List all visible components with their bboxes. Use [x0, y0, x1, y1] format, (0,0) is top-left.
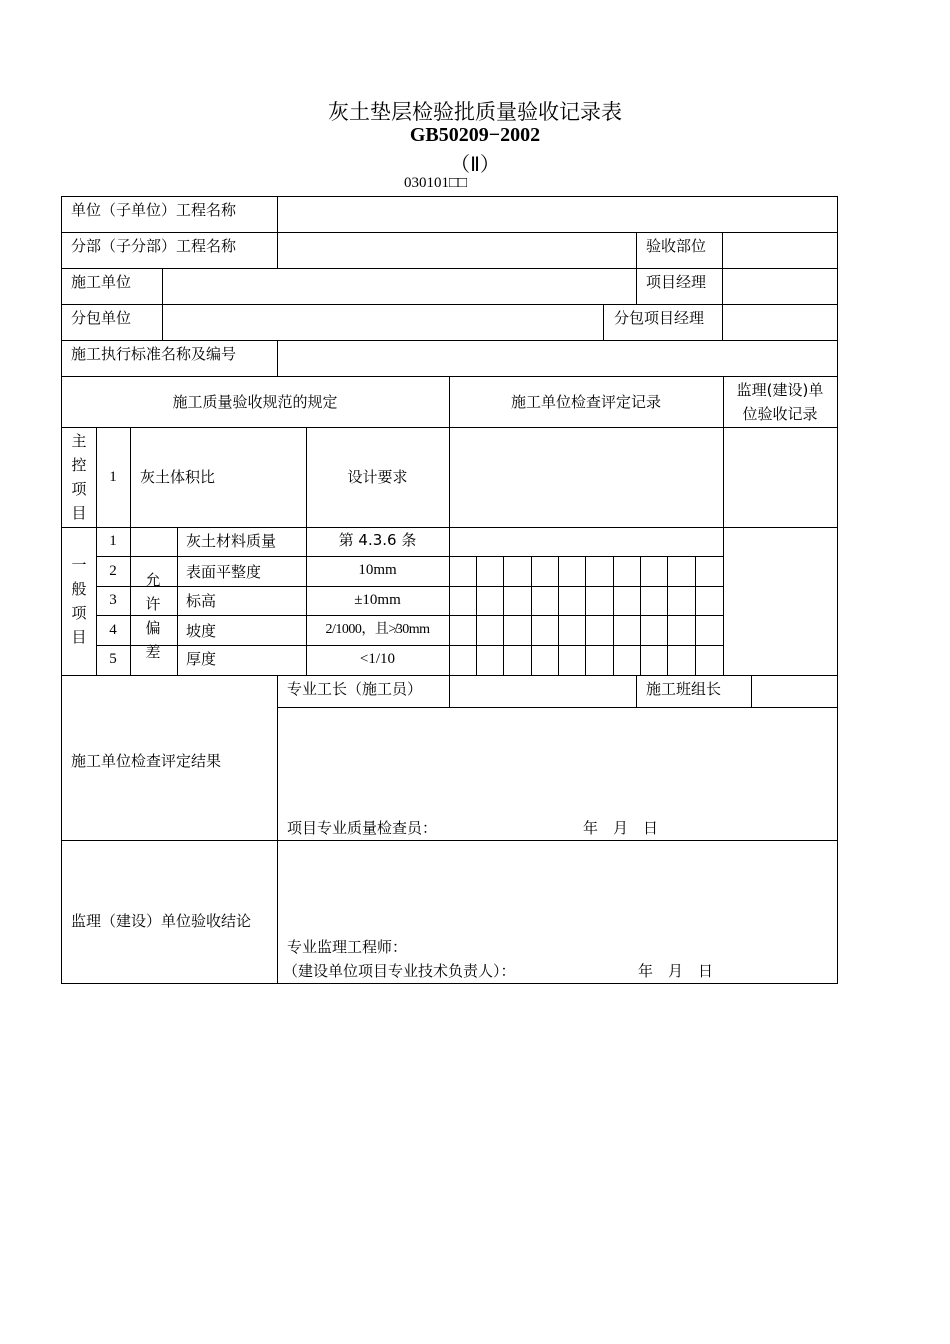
subcontract-manager-label: 分包项目经理 — [614, 309, 705, 327]
owner-technical-lead-label: （建设单位项目专业技术负责人）： — [283, 962, 516, 980]
construction-unit-label: 施工单位 — [71, 273, 132, 291]
form-code: 030101□□ — [404, 175, 468, 191]
general-item-requirement: 第 4.3.6 条 — [338, 531, 417, 549]
general-item-name: 灰土材料质量 — [186, 532, 277, 550]
general-item-requirement: 10mm — [358, 562, 397, 578]
general-item-no: 4 — [109, 622, 117, 638]
allowance-char: 偏 — [145, 619, 161, 637]
supervision-conclusion-label: 监理（建设）单位验收结论 — [71, 912, 252, 930]
general-item-requirement: 2/1000，且≯30mm — [325, 622, 430, 637]
general-char: 目 — [71, 628, 87, 646]
general-char: 项 — [71, 604, 87, 622]
general-item-requirement: ±10mm — [354, 592, 401, 608]
check-record-header: 施工单位检查评定记录 — [510, 393, 661, 411]
general-char: 一 — [71, 556, 87, 574]
main-item-no: 1 — [109, 469, 117, 485]
page-title: 灰土垫层检验批质量验收记录表 — [328, 100, 622, 124]
quality-inspector-label: 项目专业质量检查员： — [287, 819, 438, 837]
standard-label: 施工执行标准名称及编号 — [71, 345, 237, 363]
allowance-label — [143, 568, 163, 664]
conclusion-date-label: 年 月 日 — [638, 962, 714, 980]
general-item-no: 2 — [109, 563, 117, 579]
construction-result-label: 施工单位检查评定结果 — [71, 752, 222, 770]
allowance-char: 许 — [145, 595, 161, 613]
supervision-header-line1: 监理(建设)单 — [736, 381, 824, 399]
main-control-char: 控 — [71, 456, 87, 474]
team-leader-label: 施工班组长 — [646, 680, 722, 698]
foreman-label: 专业工长（施工员） — [287, 680, 423, 698]
general-item-name: 厚度 — [186, 650, 217, 668]
general-item-requirement: <1/10 — [359, 651, 396, 667]
main-control-char: 项 — [71, 480, 87, 498]
grade-label: （Ⅱ） — [450, 154, 500, 176]
supervision-header-line2: 位验收记录 — [742, 405, 818, 423]
result-date-label: 年 月 日 — [583, 819, 659, 837]
project-manager-label: 项目经理 — [646, 273, 707, 291]
main-control-label — [69, 429, 89, 525]
general-item-name: 坡度 — [186, 622, 217, 640]
supervising-engineer-label: 专业监理工程师： — [287, 938, 408, 956]
general-item-name: 表面平整度 — [186, 563, 262, 581]
spec-header: 施工质量验收规范的规定 — [172, 393, 338, 411]
main-control-char: 主 — [71, 432, 87, 450]
general-item-no: 1 — [109, 533, 117, 549]
standard-code: GB50209−2002 — [409, 124, 541, 146]
acceptance-part-label: 验收部位 — [646, 237, 707, 255]
general-item-no: 5 — [109, 651, 117, 667]
general-label — [69, 553, 89, 649]
general-item-no: 3 — [109, 592, 117, 608]
allowance-char: 差 — [145, 643, 161, 661]
sub-project-label: 分部（子分部）工程名称 — [71, 237, 237, 255]
main-item-name: 灰土体积比 — [140, 468, 216, 486]
main-item-requirement: 设计要求 — [347, 468, 408, 486]
main-control-char: 目 — [71, 504, 87, 522]
allowance-char: 允 — [145, 571, 161, 589]
general-char: 般 — [71, 580, 87, 598]
unit-project-label: 单位（子单位）工程名称 — [71, 201, 237, 219]
general-item-name: 标高 — [186, 592, 217, 610]
subcontract-unit-label: 分包单位 — [71, 309, 132, 327]
